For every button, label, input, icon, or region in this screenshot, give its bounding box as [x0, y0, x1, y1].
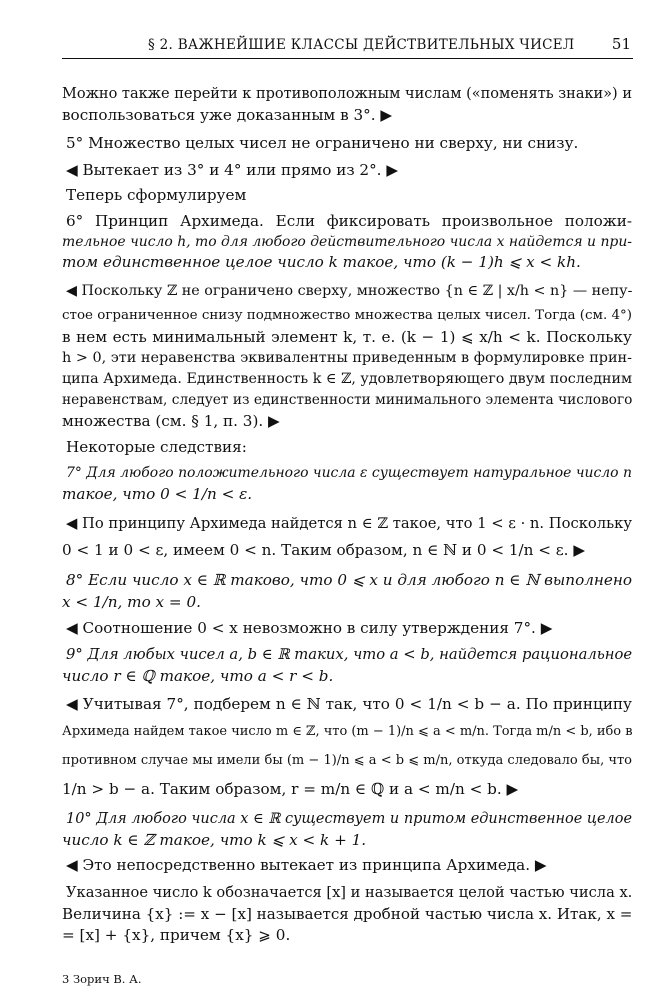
text-line: Величина {x} := x − [x] называется дробной частью числа x. Итак, x = [62, 905, 633, 923]
statement-6: 6° Принцип Архимеда. Если фиксировать произвольное положи- [66, 212, 632, 230]
text-line: Некоторые следствия: [66, 438, 247, 456]
section-title: § 2. ВАЖНЕЙШИЕ КЛАССЫ ДЕЙСТВИТЕЛЬНЫХ ЧИСЕЛ [148, 37, 575, 53]
page-number: 51 [611, 35, 631, 53]
proof-9-line: Архимеда найдем такое число m ∈ ℤ, что (m − 1)/n ⩽ a < m/n. Тогда m/n < b, ибо в [62, 724, 633, 739]
text-line: Указанное число k обозначается [x] и называется целой частью числа x. [66, 884, 633, 901]
statement-8: 8° Если число x ∈ ℝ таково, что 0 ⩽ x и для любого n ∈ ℕ выполнено [66, 571, 633, 589]
proof-6-line: множества (см. § 1, п. 3). ▶ [62, 412, 280, 430]
proof-5: ◀ Вытекает из 3° и 4° или прямо из 2°. ▶ [66, 161, 399, 179]
proof-6-line: h > 0, эти неравенства эквивалентны приведенным в формулировке прин- [62, 350, 632, 366]
proof-9-line: противном случае мы имели бы (m − 1)/n ⩽ a < b ⩽ m/n, откуда следовало бы, что [62, 753, 632, 768]
proof-6-line: ◀ Поскольку ℤ не ограничено сверху, множество {n ∈ ℤ | x/h < n} — непу- [66, 283, 633, 299]
proof-6-line: стое ограниченное снизу подмножество множества целых чисел. Тогда (см. 4°) [62, 308, 632, 323]
proof-9-line: 1/n > b − a. Таким образом, r = m/n ∈ ℚ и a < m/n < b. ▶ [62, 780, 519, 798]
statement-10: 10° Для любого числа x ∈ ℝ существует и притом единственное целое [66, 811, 632, 827]
proof-7-line: 0 < 1 и 0 < ε, имеем 0 < n. Таким образом, n ∈ ℕ и 0 < 1/n < ε. ▶ [62, 541, 586, 559]
statement-5: 5° Множество целых чисел не ограничено ни сверху, ни снизу. [66, 134, 579, 152]
proof-8: ◀ Соотношение 0 < x невозможно в силу утверждения 7°. ▶ [66, 619, 553, 637]
statement-6-line: том единственное целое число k такое, что (k − 1)h ⩽ x < kh. [62, 253, 581, 271]
proof-7-line: ◀ По принципу Архимеда найдется n ∈ ℤ такое, что 1 < ε · n. Поскольку [66, 515, 632, 532]
statement-7: 7° Для любого положительного числа ε существует натуральное число n [66, 465, 632, 481]
statement-6-line: тельное число h, то для любого действительного числа x найдется и при- [62, 234, 632, 250]
running-header [62, 34, 633, 59]
statement-8-line: x < 1/n, то x = 0. [62, 593, 201, 611]
text-line: Теперь сформулируем [66, 186, 247, 204]
statement-10-line: число k ∈ ℤ такое, что k ⩽ x < k + 1. [62, 831, 367, 849]
statement-7-line: такое, что 0 < 1/n < ε. [62, 485, 253, 503]
text-line: воспользоваться уже доказанным в 3°. ▶ [62, 106, 393, 124]
text-line: = [x] + {x}, причем {x} ⩾ 0. [62, 926, 291, 944]
statement-9: 9° Для любых чисел a, b ∈ ℝ таких, что a < b, найдется рациональное [66, 646, 633, 663]
text-line: Можно также перейти к противоположным числам («поменять знаки») и [62, 86, 632, 102]
proof-6-line: в нем есть минимальный элемент k, т. е. (k − 1) ⩽ x/h < k. Поскольку [62, 328, 632, 346]
proof-10: ◀ Это непосредственно вытекает из принципа Архимеда. ▶ [66, 856, 547, 874]
proof-6-line: ципа Архимеда. Единственность k ∈ ℤ, удовлетворяющего двум последним [62, 371, 633, 387]
proof-9-line: ◀ Учитывая 7°, подберем n ∈ ℕ так, что 0 < 1/n < b − a. По принципу [66, 695, 632, 713]
statement-9-line: число r ∈ ℚ такое, что a < r < b. [62, 667, 334, 685]
proof-6-line: неравенствам, следует из единственности минимального элемента числового [62, 392, 633, 408]
page-footer: 3 Зорич В. А. [62, 972, 142, 986]
